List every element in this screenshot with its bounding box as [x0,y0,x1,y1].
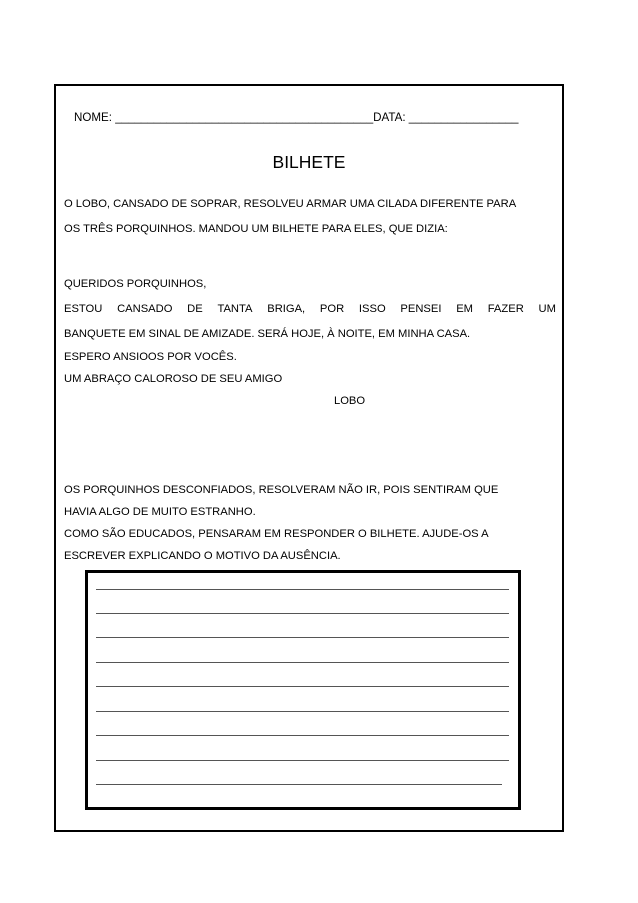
instructions-line-4: ESCREVER EXPLICANDO O MOTIVO DA AUSÊNCIA. [64,550,341,562]
letter-word: POR [319,303,345,315]
letter-closing: UM ABRAÇO CALOROSO DE SEU AMIGO [64,373,283,385]
letter-line-2: BANQUETE EM SINAL DE AMIZADE. SERÁ HOJE, À NOITE, EM MINHA CASA. [64,328,471,340]
answer-line[interactable] [96,662,509,663]
letter-word: UM [538,303,556,315]
letter-word: EM [456,303,473,315]
instructions-line-1: OS PORQUINHOS DESCONFIADOS, RESOLVERAM NÃO IR, POIS SENTIRAM QUE [64,484,499,496]
name-date-line: NOME: ________________________________________DATA: _________________ [74,111,519,124]
intro-line-1: O LOBO, CANSADO DE SOPRAR, RESOLVEU ARMAR UMA CILADA DIFERENTE PARA [64,198,517,210]
instructions-line-2: HAVIA ALGO DE MUITO ESTRANHO. [64,506,256,518]
letter-word: CANSADO [117,303,173,315]
letter-word: DE [187,303,203,315]
letter-word: BRIGA, [267,303,306,315]
answer-line[interactable] [96,711,509,712]
answer-line[interactable] [96,589,509,590]
letter-word: FAZER [487,303,524,315]
letter-word: ESTOU [64,303,103,315]
instructions-line-3: COMO SÃO EDUCADOS, PENSARAM EM RESPONDER O BILHETE. AJUDE-OS A [64,528,489,540]
answer-box[interactable] [85,570,521,810]
answer-line[interactable] [96,735,509,736]
letter-greeting: QUERIDOS PORQUINHOS, [64,278,207,290]
letter-signature: LOBO [334,395,366,407]
answer-line[interactable] [96,613,509,614]
worksheet-frame [54,84,564,832]
intro-line-2: OS TRÊS PORQUINHOS. MANDOU UM BILHETE PARA ELES, QUE DIZIA: [64,223,448,235]
letter-word: TANTA [217,303,253,315]
answer-line[interactable] [96,637,509,638]
letter-line-3: ESPERO ANSIOOS POR VOCÊS. [64,351,237,363]
letter-line-1 [64,302,556,316]
letter-word: ISSO [358,303,386,315]
answer-line[interactable] [96,760,509,761]
answer-line[interactable] [96,686,509,687]
page-title: BILHETE [272,152,346,172]
letter-word: PENSEI [400,303,442,315]
answer-line[interactable] [96,784,502,785]
